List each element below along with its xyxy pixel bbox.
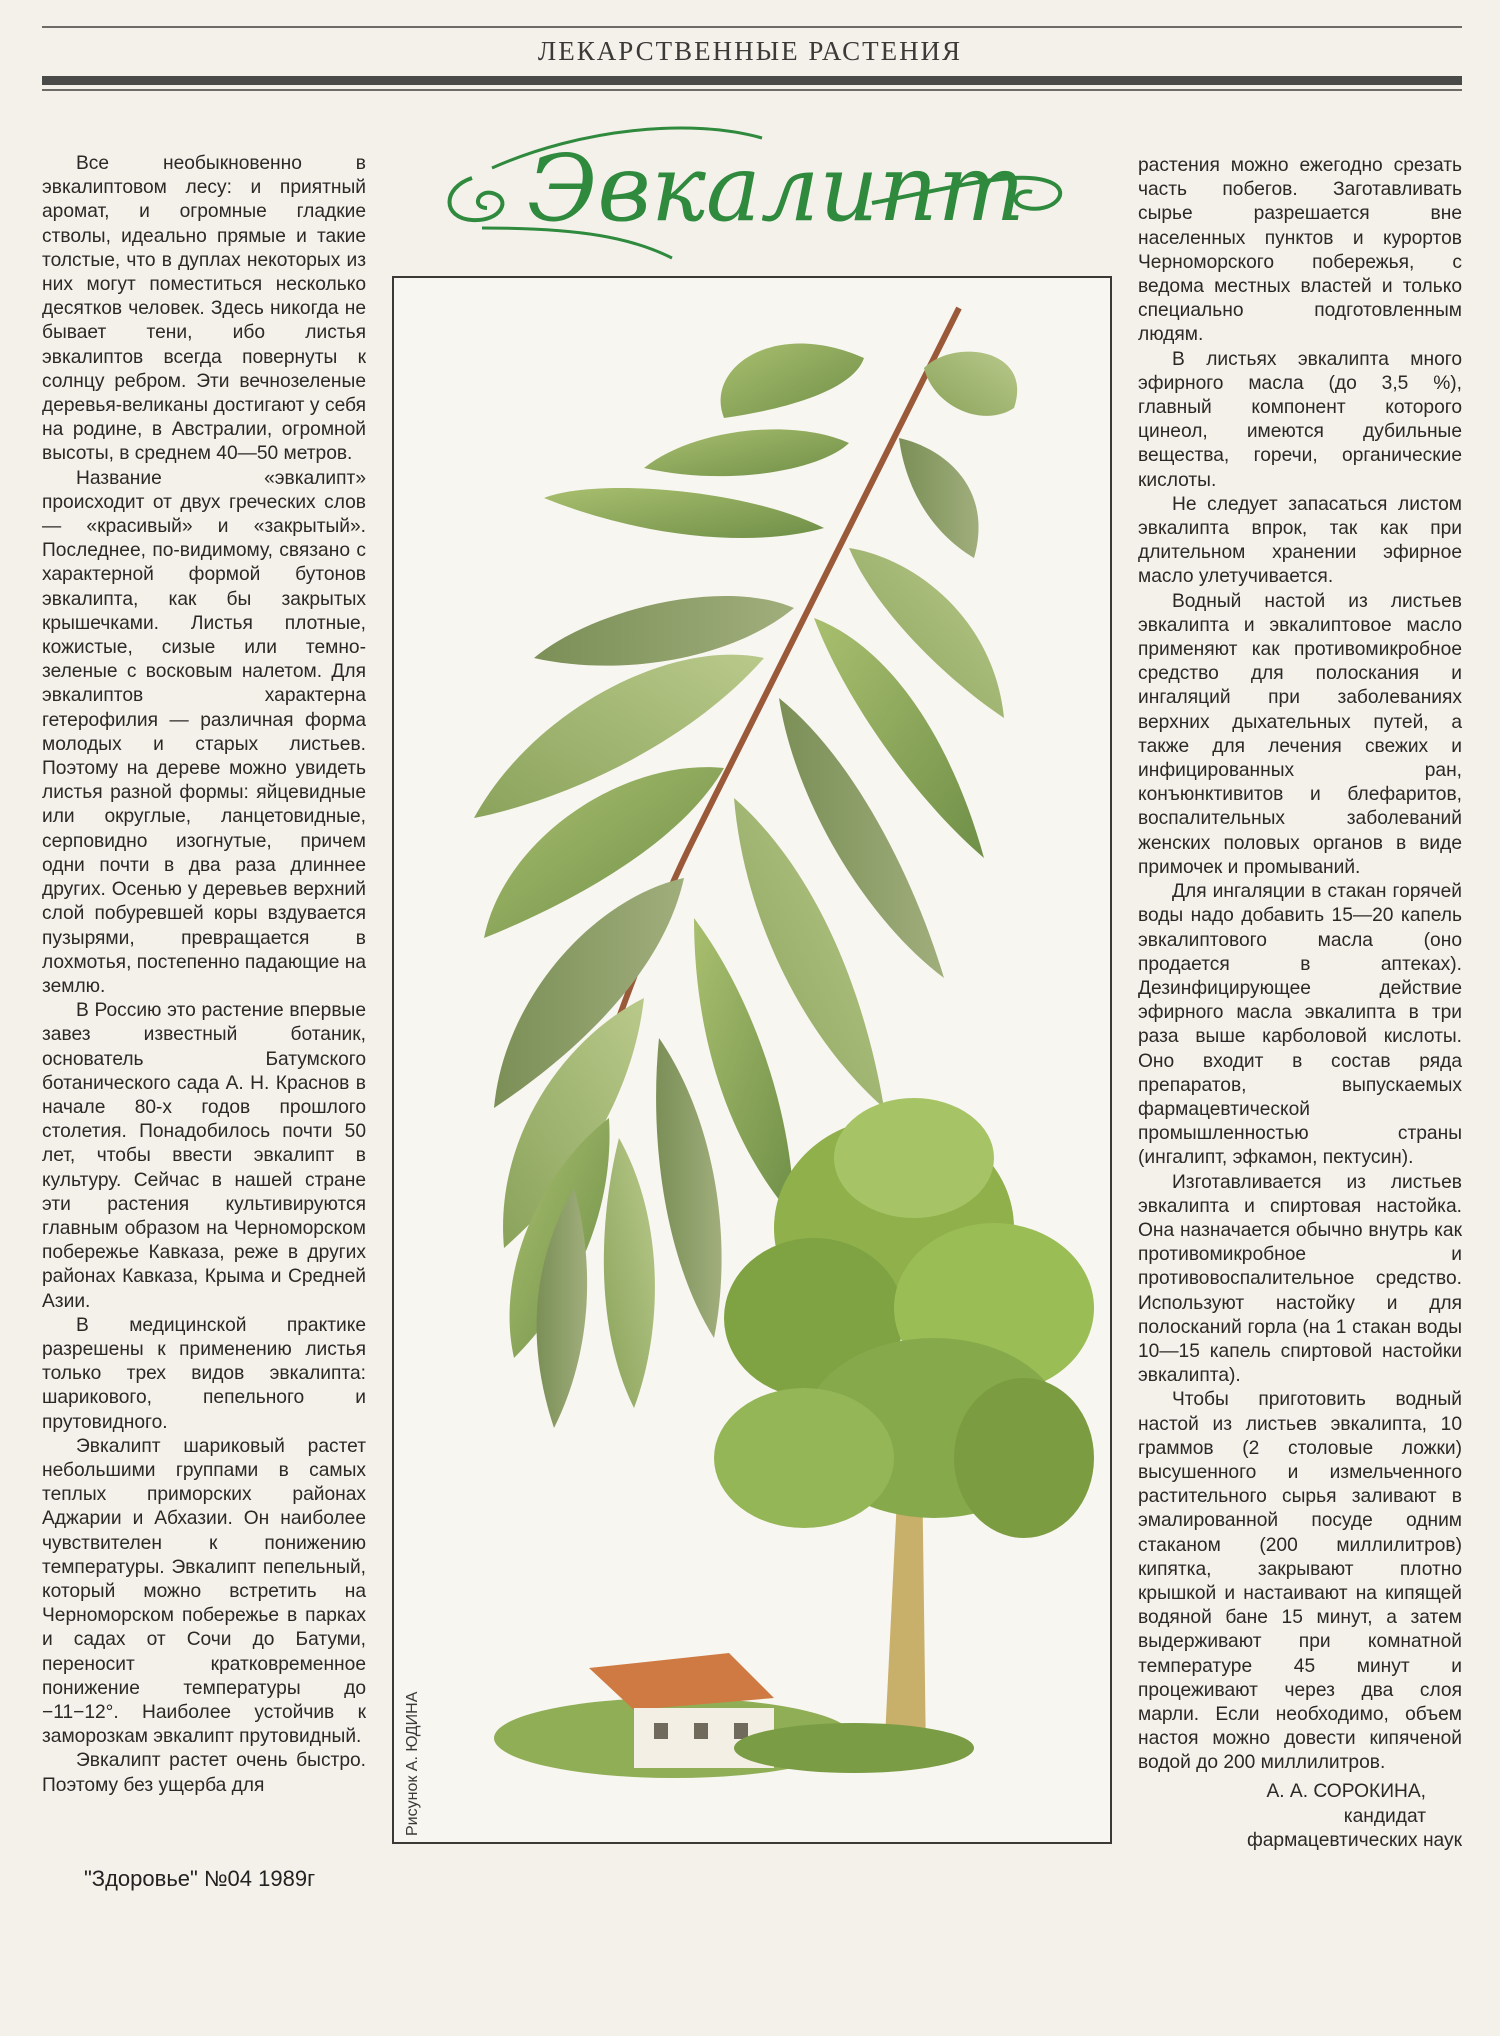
paragraph: Название «эвкалипт» происходит от двух греческих слов — «красивый» и «закрытый». Последнее, по-видимому, связано с характерной формой бутонов эвкалипта, как бы закрытых крышечками. Листья плотные, кожистые, сизые или темно-зеленые с восковым налетом. Для эвкалиптов характерна гетерофилия — различная форма молодых и старых листьев. Поэтому на дереве можно увидеть листья разной формы: яйцевидные или округлые, ланцетовидные, серповидно изогнутые, причем одни почти в два раза длиннее других. Осенью у деревьев верхний слой побуревшей коры вздувается пузырями, превращается в лохмотья, постепенно падающие на землю.	[42, 467, 366, 997]
author-degree: кандидат	[1343, 1805, 1426, 1827]
paragraph: растения можно ежегодно срезать часть побегов. Заготавливать сырье разрешается вне населенных пунктов и курортов Черноморского побережья, с ведома местных властей и только специально подготовленным людям.	[1138, 155, 1462, 346]
leaf	[544, 488, 824, 538]
source-note: "Здоровье" №04 1989г	[84, 1866, 316, 1891]
paragraph: В медицинской практике разрешены к применению листья только трех видов эвкалипта: шарикового, пепельного и прутовидного.	[42, 1314, 366, 1433]
article-title-art	[432, 108, 1072, 283]
illustration-frame	[392, 276, 1112, 1844]
illustration-credit: Рисунок А. ЮДИНА	[404, 1691, 421, 1836]
author-name: А. А. СОРОКИНА,	[1266, 1781, 1426, 1802]
paragraph: Для ингаляции в стакан горячей воды надо добавить 15—20 капель эвкалиптового масла (оно продается в аптеках). Дезинфицирующее действие эфирного масла эвкалипта в три раза выше карболовой кислоты. Оно входит в состав ряда препаратов, выпускаемых фармацевтической промышленностью страны (ингалипт, эфкамон, пектусин).	[1138, 881, 1462, 1169]
leaf	[644, 429, 849, 476]
leaf	[604, 1138, 655, 1408]
paragraph: Изготавливается из листьев эвкалипта и спиртовая настойка. Она назначается обычно внутрь как противомикробное и противовоспалительное средство. Используют настойку и для полосканий горла (на 1 стакан воды 10—15 капель спиртовой настойки эвкалипта).	[1138, 1171, 1462, 1387]
article-right-column	[1138, 154, 1462, 1776]
title-flourish-left	[450, 178, 503, 220]
leaf	[534, 596, 794, 666]
paragraph: Чтобы приготовить водный настой из листьев эвкалипта, 10 граммов (2 столовые ложки) высушенного и измельченного растительного сырья заливают в эмалированной посуде одним стаканом (200 миллилитров) кипятка, закрывают плотно крышкой и настаивают на кипящей водяной бане 15 минут, а затем выдерживают при комнатной температуре 45 минут и процеживают через два слоя марли. Если необходимо, объем настоя можно довести кипяченой водой до 200 миллилитров.	[1138, 1389, 1462, 1774]
leaf	[721, 343, 864, 418]
header-thin-rule	[42, 89, 1462, 91]
header-top-rule	[42, 26, 1462, 28]
leaf	[924, 352, 1017, 416]
author-field: фармацевтических наук	[1246, 1830, 1462, 1851]
article-left-column	[42, 152, 366, 1798]
tree	[714, 1098, 1094, 1758]
illustration-credit-wrap	[404, 1691, 434, 2036]
author-signature	[1138, 1780, 1462, 1854]
leaf	[899, 438, 979, 558]
article-title: Эвкалипт	[527, 135, 1026, 242]
eucalyptus-illustration	[394, 278, 1110, 1842]
paragraph: Не следует запасаться листом эвкалипта впрок, так как при длительном хранении эфирное масло улетучивается.	[1138, 493, 1462, 588]
paragraph: Водный настой из листьев эвкалипта и эвкалиптовое масло применяют как противомикробное средство для полоскания и ингаляций при заболеваниях верхних дыхательных путей, а также для лечения свежих и инфицированных ран, конъюнктивитов и блефаритов, воспалительных заболеваний женских половых органов в виде примочек и промываний.	[1138, 590, 1462, 878]
paragraph: В листьях эвкалипта много эфирного масла (до 3,5 %), главный компонент которого цинеол, имеются дубильные вещества, горечи, органические кислоты.	[1138, 348, 1462, 491]
header-thick-rule	[42, 76, 1462, 85]
section-title: ЛЕКАРСТВЕННЫЕ РАСТЕНИЯ	[537, 36, 963, 66]
paragraph: Эвкалипт шариковый растет небольшими группами в самых теплых приморских районах Аджарии и Абхазии. Он наиболее чувствителен к понижению температуры. Эвкалипт пепельный, который можно встретить на Черноморском побережье в парках и садах от Сочи до Батуми, переносит кратковременное понижение температуры до −11−12°. Наиболее устойчив к заморозкам эвкалипт прутовидный.	[42, 1435, 366, 1748]
paragraph: В Россию это растение впервые завез известный ботаник, основатель Батумского ботанического сада А. Н. Краснов в начале 80-х годов прошлого столетия. Понадобилось почти 50 лет, чтобы ввести эвкалипт в культуру. Сейчас в нашей стране эти растения культивируются главным образом на Черноморском побережье Кавказа, реже в других районах Кавказа, Крыма и Средней Азии.	[42, 1000, 366, 1312]
paragraph: Эвкалипт растет очень быстро. Поэтому без ущерба для	[42, 1750, 366, 1796]
leaf	[656, 1038, 722, 1338]
paragraph: Все необыкновенно в эвкалиптовом лесу: и приятный аромат, и огромные гладкие стволы, идеально прямые и такие толстые, что в дуплах некоторых из них могут поместиться несколько десятков человек. Здесь никогда не бывает тени, ибо листья эвкалиптов всегда повернуты к солнцу ребром. Эти вечнозеленые деревья-великаны достигают у себя на родине, в Австралии, огромной высоты, в среднем 40—50 метров.	[42, 153, 366, 465]
